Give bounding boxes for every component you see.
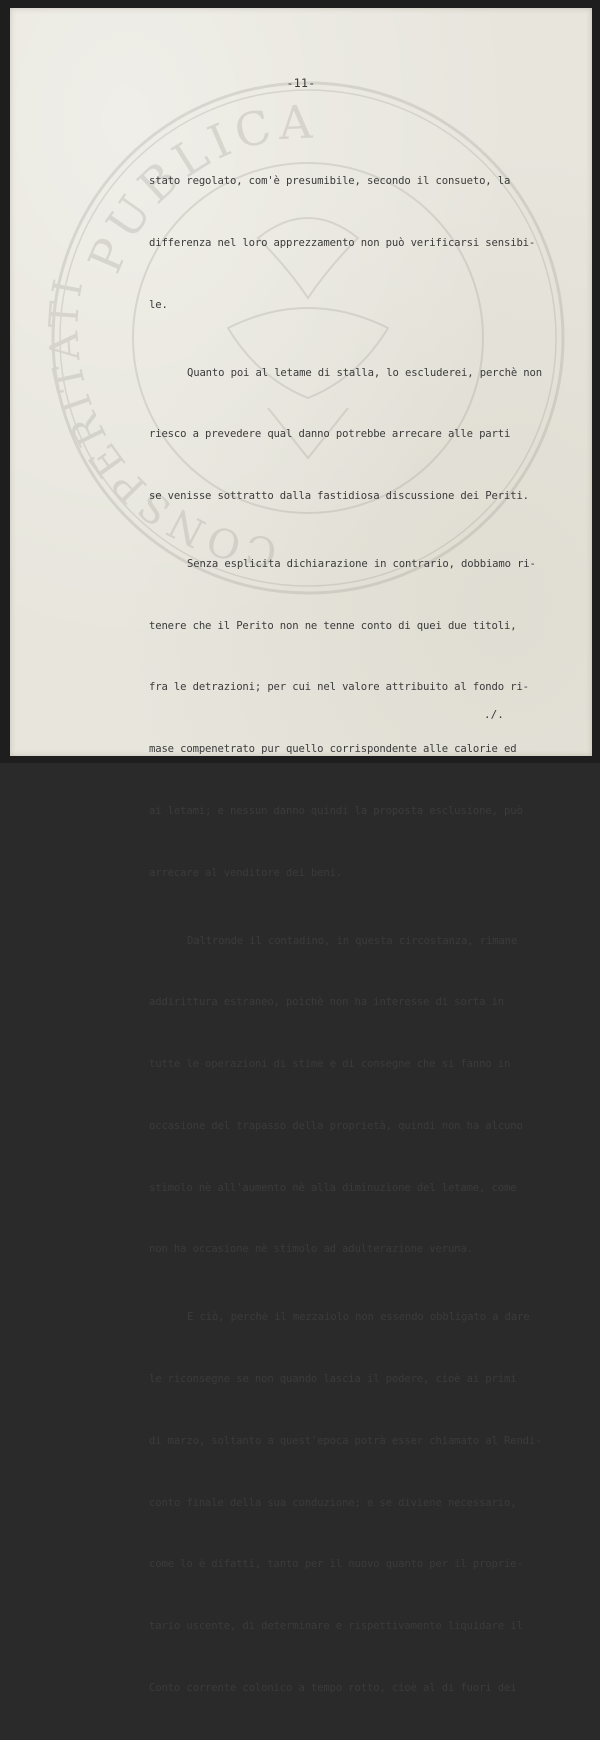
text-line: arrecare al venditore dei beni. <box>149 866 343 879</box>
text-line: di marzo, soltanto a quest'epoca potrà esser chiamato al Rendi- <box>149 1434 542 1447</box>
text-line: differenza nel loro apprezzamento non può verificarsi sensibi- <box>149 236 536 249</box>
text-line: tutte le operazioni di stime e di consegne che si fanno in <box>149 1058 511 1071</box>
typewritten-body <box>149 130 579 1740</box>
text-line: le. <box>149 298 168 311</box>
seal-text-top: PUBLICA <box>77 94 320 281</box>
seal-text-left: CONSPERITATI <box>41 272 280 575</box>
text-line: tario uscente, di determinare e rispettivamente liquidare il <box>149 1620 523 1633</box>
text-line: se venisse sottratto dalla fastidiosa discussione dei Periti. <box>149 490 529 503</box>
text-line: stato regolato, com'è presumibile, secondo il consueto, la <box>149 175 511 188</box>
text-line: mase compenetrato pur quello corrispondente alle calorie ed <box>149 743 517 756</box>
text-line: Daltronde il contadino, in questa circostanza, rimane <box>187 934 518 947</box>
text-line: occasione del trapasso della proprietà, quindi non ha alcuno <box>149 1119 523 1132</box>
text-line: non ha occasione nè stimolo ad adulterazione veruna. <box>149 1243 473 1256</box>
text-line: E ciò, perchè il mezzaiolo non essendo obbligato a dare <box>187 1311 530 1324</box>
text-line: stimolo nè all'aumento nè alla diminuzione del letame, come <box>149 1181 517 1194</box>
text-line: Senza esplicita dichiarazione in contrario, dobbiamo ri- <box>187 557 536 570</box>
page-number: -11- <box>286 76 316 90</box>
text-line: addirittura estraneo, poichè non ha interesse di sorta in <box>149 996 504 1009</box>
text-line: Quanto poi al letame di stalla, lo escluderei, perchè non <box>187 366 542 379</box>
document-page <box>10 8 592 1694</box>
text-line: riesco a prevedere qual danno potrebbe arrecare alle parti <box>149 428 511 441</box>
text-line: Conto corrente colonico a tempo rotto, cioè al di fuori dei <box>149 1681 517 1694</box>
text-line: ai letami; e nessun danno quindi la proposta esclusione, può <box>149 805 523 817</box>
text-line: fra le detrazioni; per cui nel valore attribuito al fondo ri- <box>149 681 529 694</box>
text-line: le riconsegne se non quando lascia il podere, cioè ai primi <box>149 1373 517 1386</box>
continuation-mark: ./. <box>484 708 504 721</box>
text-line: tenere che il Perito non ne tenne conto di quei due titoli, <box>149 619 517 632</box>
text-line: come lo è difatti, tanto per il nuovo quanto per il proprie- <box>149 1558 523 1571</box>
text-line: conto finale della sua conduzione; e se diviene necessario, <box>149 1496 517 1509</box>
